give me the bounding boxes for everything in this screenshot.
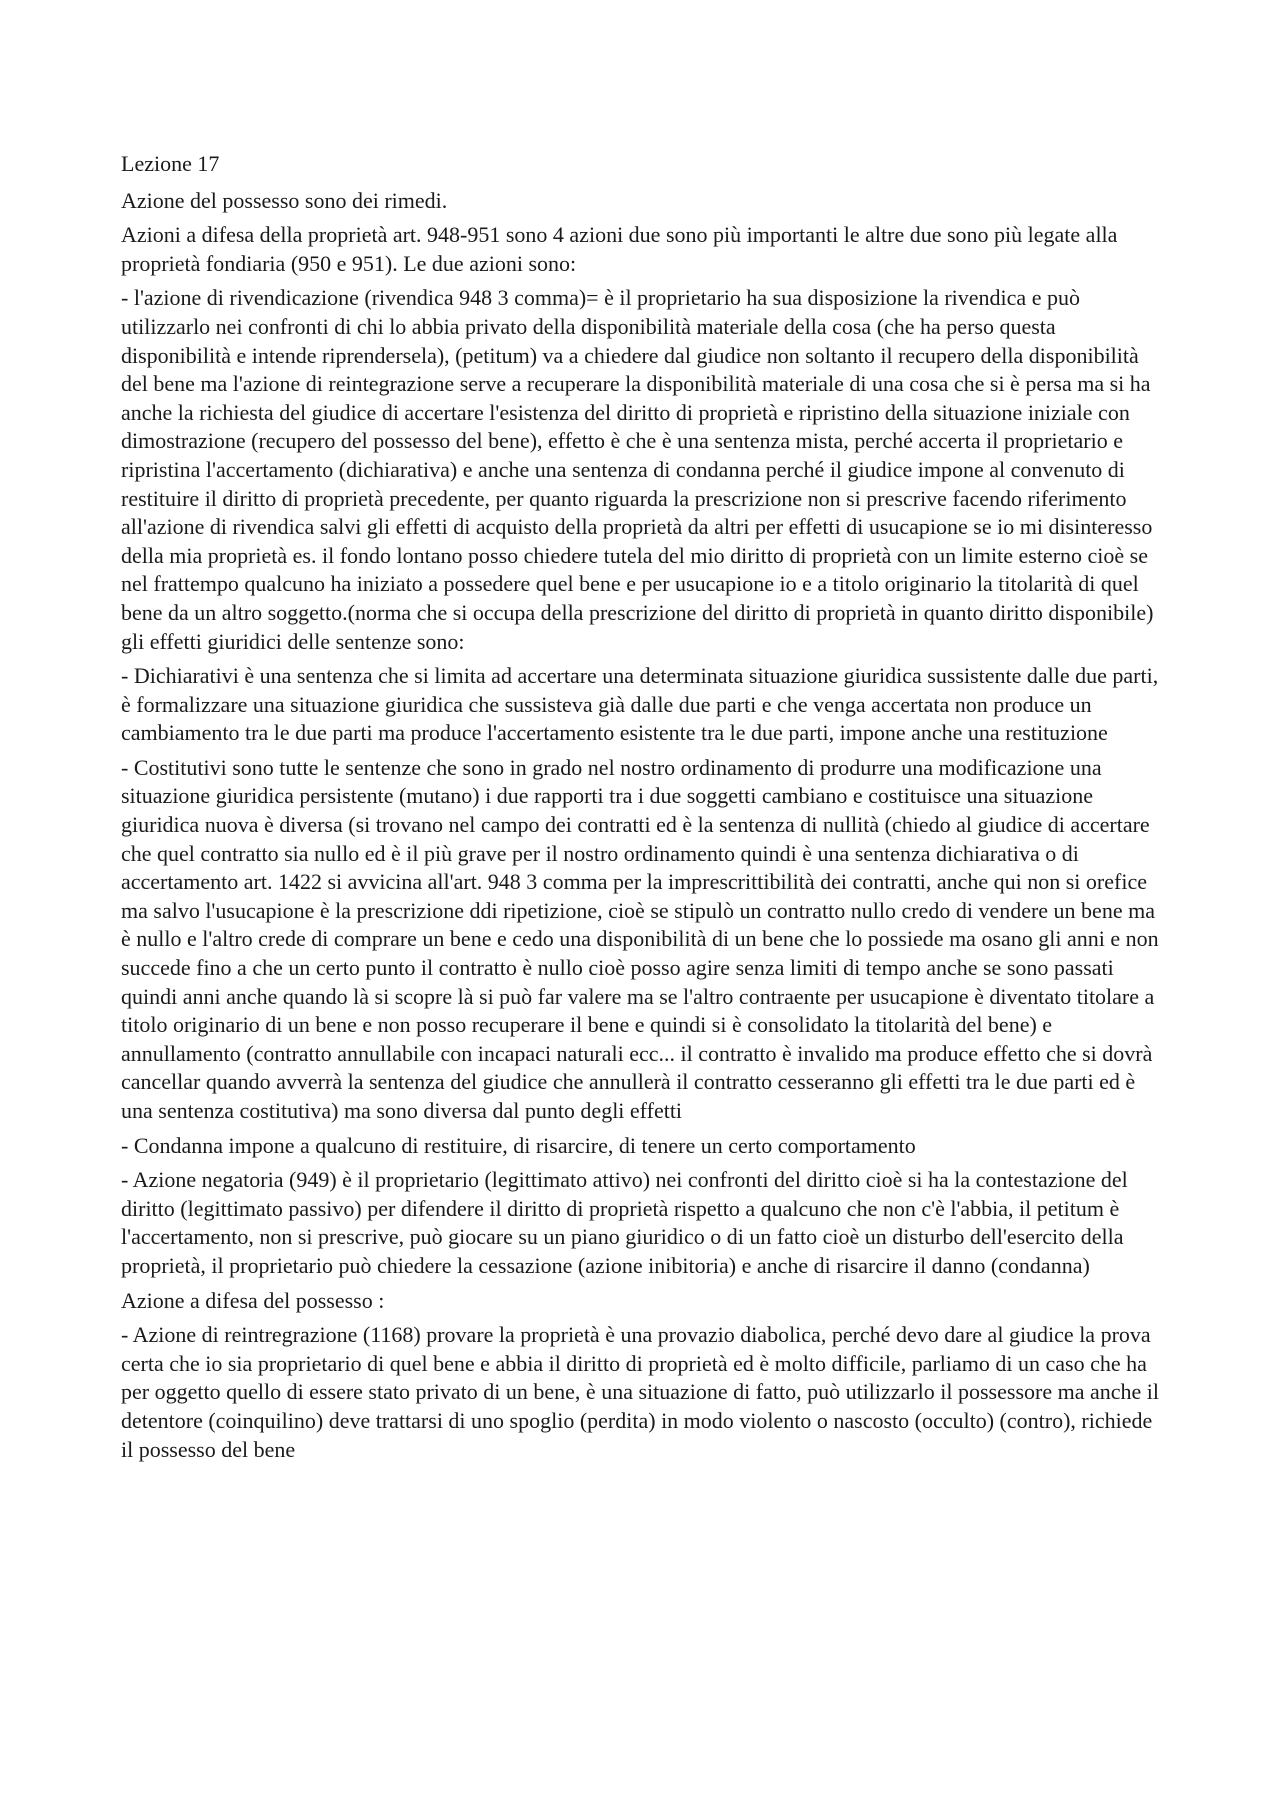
lesson-title: Lezione 17 bbox=[121, 151, 220, 176]
paragraph-azione-difesa-possesso: Azione a difesa del possesso : bbox=[121, 1287, 385, 1313]
paragraph-azioni-difesa-proprieta: Azioni a difesa della proprietà art. 948-951 sono 4 azioni due sono più importanti le altre due sono più legate alla proprietà fondiaria (950 e 951). Le due azioni sono: bbox=[121, 222, 1118, 276]
paragraph-intro: Azione del possesso sono dei rimedi. bbox=[121, 187, 448, 213]
paragraph-dichiarativi: - Dichiarativi è una sentenza che si limita ad accertare una determinata situazione giuridica sussistente dalle due parti, è formalizzare una situazione giuridica che sussisteva già dalle due parti e che venga accertata non produce un cambiamento tra le due parti ma produce l'accertamento esistente tra le due parti, impone anche una restituzione bbox=[121, 663, 1159, 746]
document-body bbox=[121, 150, 1166, 1470]
paragraph-azione-reintegrazione: - Azione di reintregrazione (1168) provare la proprietà è una provazio diabolica, perché devo dare al giudice la prova certa che io sia proprietario di quel bene e abbia il diritto di proprietà ed è molto difficile, parliamo di un caso che ha per oggetto quello di essere stato privato di un bene, è una situazione di fatto, può utilizzarlo il possessore ma anche il detentore (coinquilino) deve trattarsi di uno spoglio (perdita) in modo violento o nascosto (occulto) (contro), richiede il possesso del bene bbox=[121, 1322, 1159, 1462]
paragraph-costitutivi: - Costitutivi sono tutte le sentenze che sono in grado nel nostro ordinamento di produrre una modificazione una situazione giuridica persistente (mutano) i due rapporti tra i due soggetti cambiano e costituisce una situazione giuridica nuova è diversa (si trovano nel campo dei contratti ed è la sentenza di nullità (chiedo al giudice di accertare che quel contratto sia nullo ed è il più grave per il nostro ordinamento quindi è una sentenza dichiarativa o di accertamento art. 1422 si avvicina all'art. 948 3 comma per la imprescrittibilità dei contratti, anche qui non si orefice ma salvo l'usucapione è la prescrizione ddi ripetizione, cioè se stipulò un contratto nullo credo di vendere un bene ma è nullo e l'altro crede di comprare un bene e cedo una disponibilità di un bene che lo possiede ma osano gli anni e non succede fino a che un certo punto il contratto è nullo cioè posso agire senza limiti di tempo anche se sono passati quindi anni anche quando là si scopre là si può far valere ma se l'altro contraente per usucapione è diventato titolare a titolo originario di un bene e non posso recuperare il bene e quindi si è consolidato la titolarità del bene) e annullamento (contratto annullabile con incapaci naturali ecc... il contratto è invalido ma produce effetto che si dovrà cancellar quando avverrà la sentenza del giudice che annullerà il contratto cesseranno gli effetti tra le due parti ed è una sentenza costitutiva) ma sono diversa dal punto degli effetti bbox=[121, 754, 1159, 1123]
paragraph-azione-negatoria: - Azione negatoria (949) è il proprietario (legittimato attivo) nei confronti del diritto cioè si ha la contestazione del diritto (legittimato passivo) per difendere il diritto di proprietà rispetto a qualcuno che non c'è l'abbia, il petitum è l'accertamento, non si prescrive, può giocare su un piano giuridico o di un fatto cioè un disturbo dell'esercito della proprietà, il proprietario può chiedere la cessazione (azione inibitoria) e anche di risarcire il danno (condanna) bbox=[121, 1167, 1128, 1278]
paragraph-azione-rivendicazione: - l'azione di rivendicazione (rivendica 948 3 comma)= è il proprietario ha sua disposizione la rivendica e può utilizzarlo nei confronti di chi lo abbia privato della disponibilità materiale della cosa (che ha perso questa disponibilità e intende riprendersela), (petitum) va a chiedere dal giudice non soltanto il recupero della disponibilità del bene ma l'azione di reintegrazione serve a recuperare la disponibilità materiale di una cosa che si è persa ma si ha anche la richiesta del giudice di accertare l'esistenza del diritto di proprietà e ripristino della situazione iniziale con dimostrazione (recupero del possesso del bene), effetto è che è una sentenza mista, perché accerta il proprietario e ripristina l'accertamento (dichiarativa) e anche una sentenza di condanna perché il giudice impone al convenuto di restituire il diritto di proprietà precedente, per quanto riguarda la prescrizione non si prescrive facendo riferimento all'azione di rivendica salvi gli effetti di acquisto della proprietà da altri per effetti di usucapione se io mi disinteresso della mia proprietà es. il fondo lontano posso chiedere tutela del mio diritto di proprietà con un limite esterno cioè se nel frattempo qualcuno ha iniziato a possedere quel bene e per usucapione io e a titolo originario la titolarità di quel bene da un altro soggetto.(norma che si occupa della prescrizione del diritto di proprietà in quanto diritto disponibile) gli effetti giuridici delle sentenze sono: bbox=[121, 285, 1154, 654]
paragraph-condanna: - Condanna impone a qualcuno di restituire, di risarcire, di tenere un certo comportamento bbox=[121, 1132, 916, 1158]
